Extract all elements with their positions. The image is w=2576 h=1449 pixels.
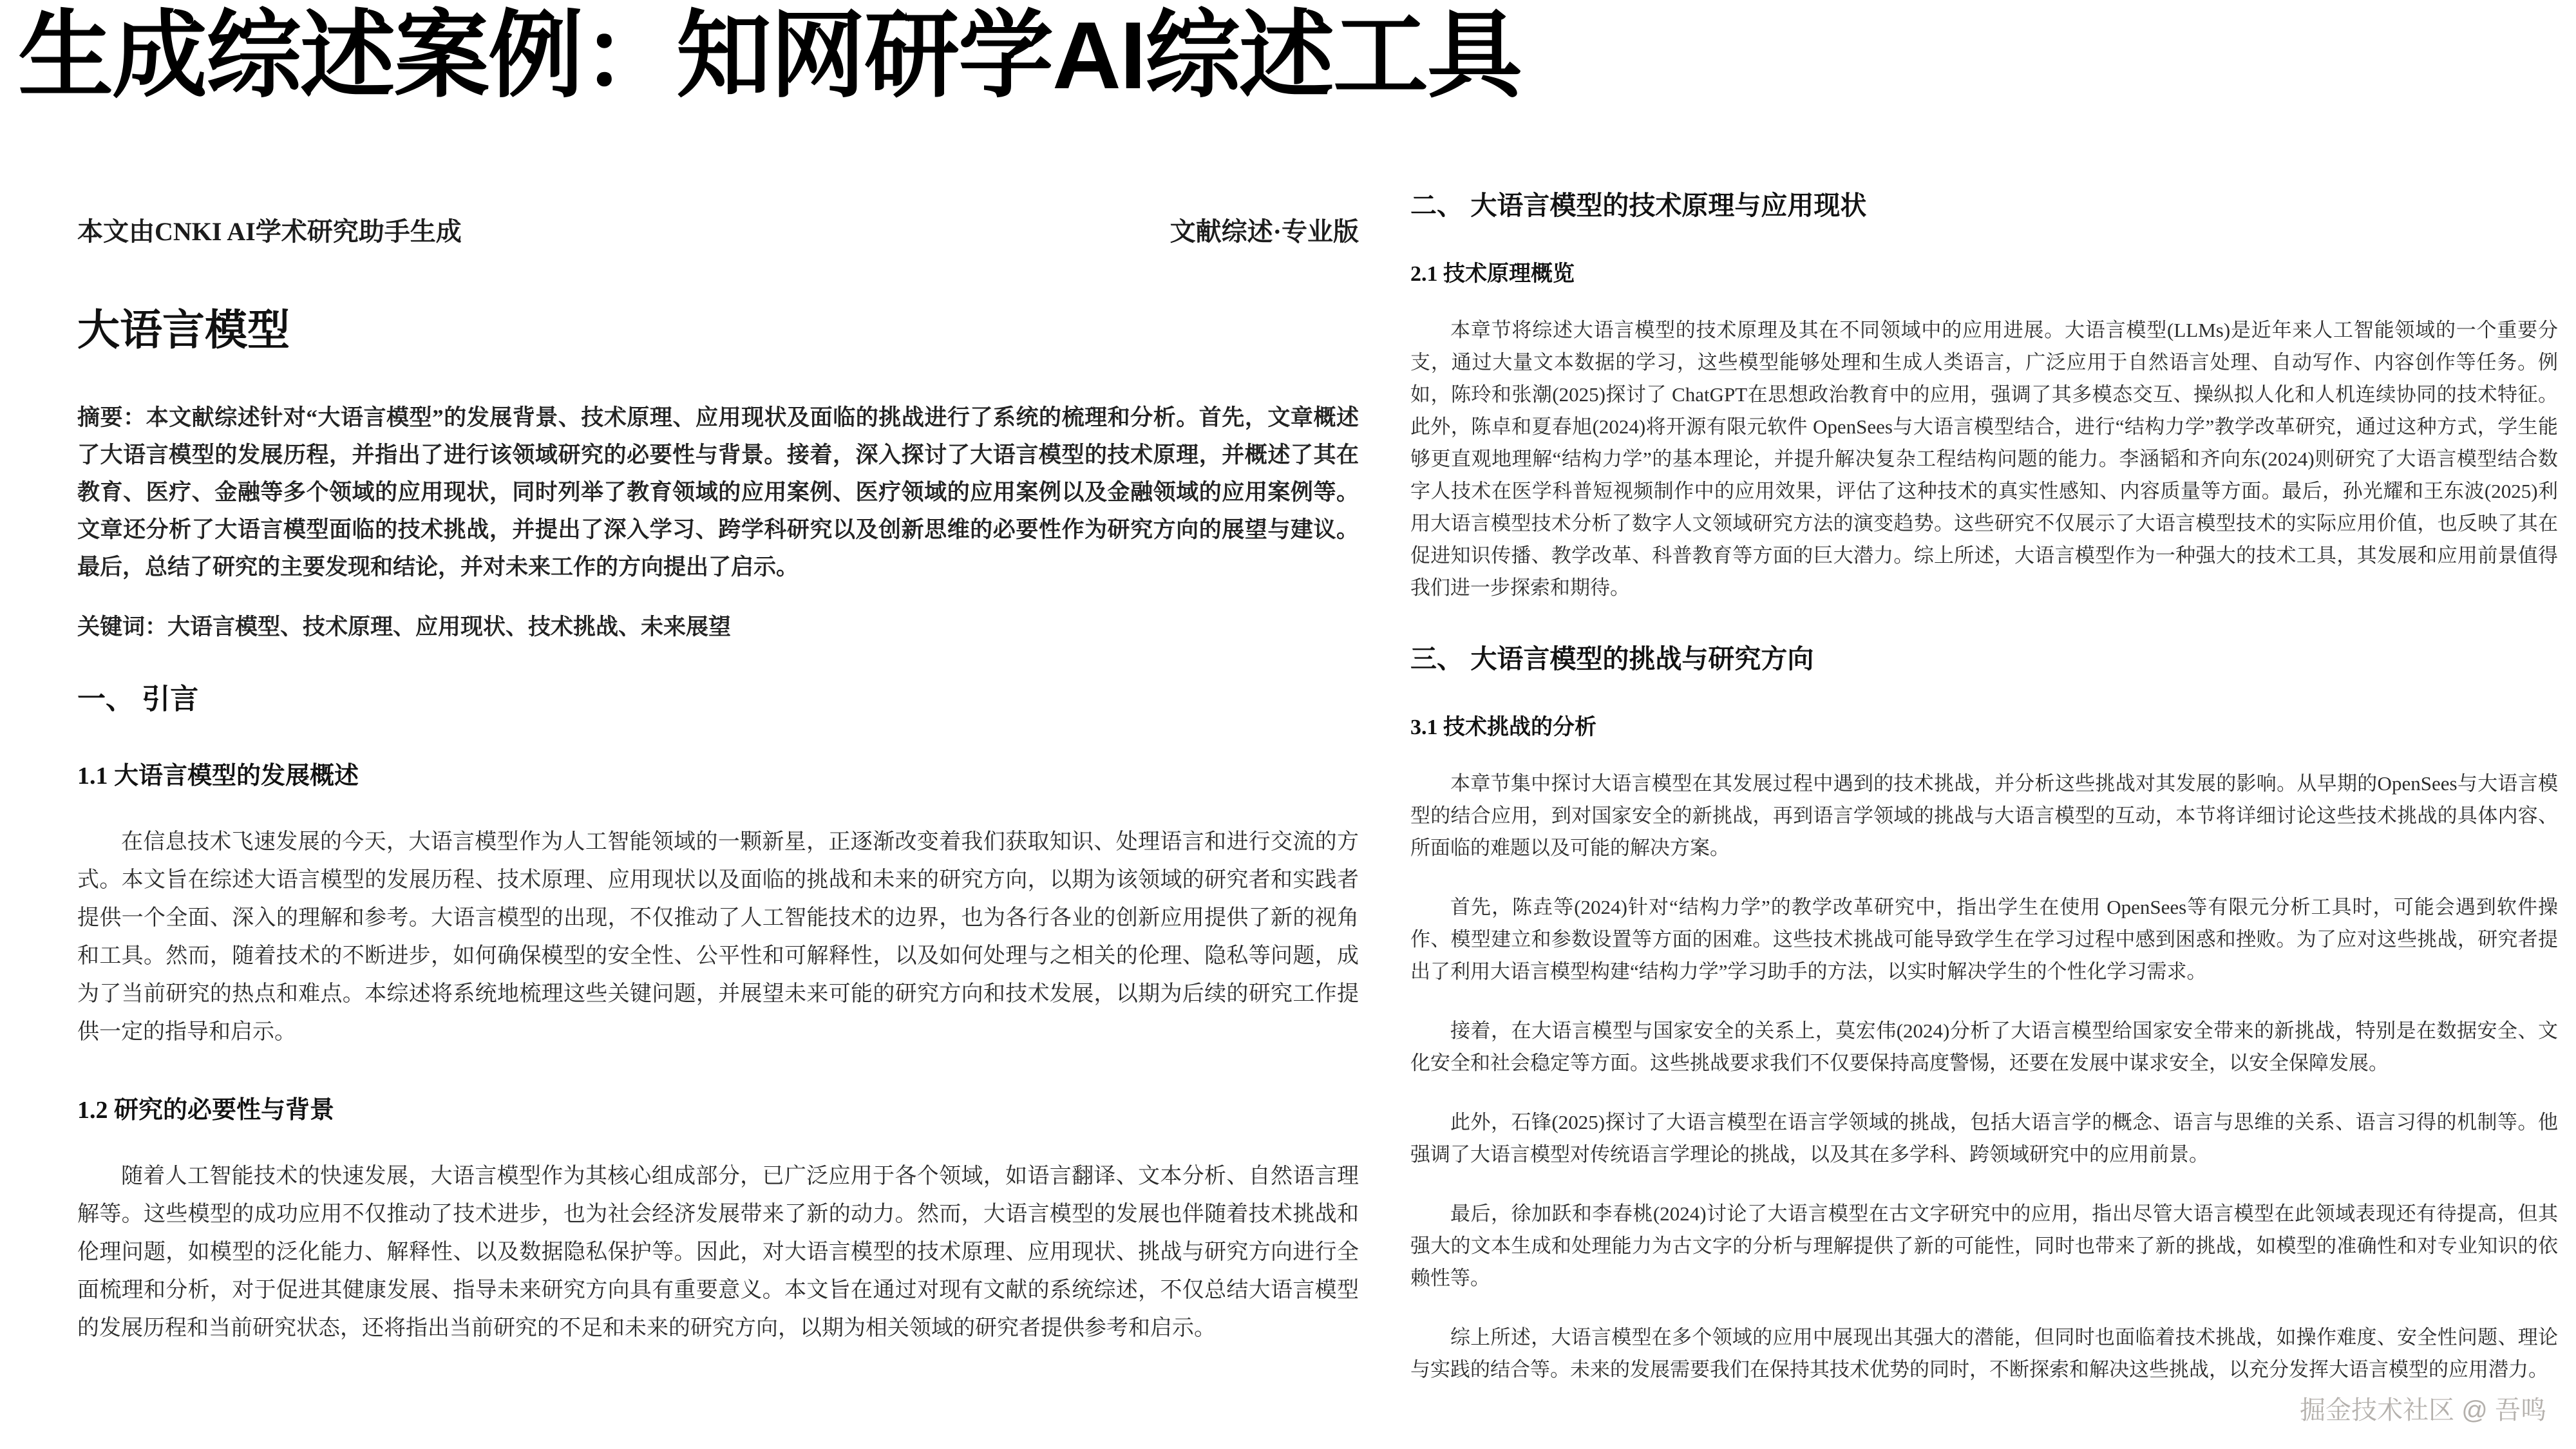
document-page-right	[1410, 184, 2558, 1386]
section-2-heading: 二、 大语言模型的技术原理与应用现状	[1410, 191, 1867, 220]
section-3-1-paragraph-5: 最后，徐加跃和李春桃(2024)讨论了大语言模型在古文字研究中的应用，指出尽管大语言模型在此领域表现还有待提高，但其强大的文本生成和处理能力为古文字的分析与理解提供了新的可能性，同时也带来了新的挑战，如模型的准确性和对专业知识的依赖性等。	[1410, 1202, 2558, 1289]
abstract-paragraph: 摘要：本文献综述针对“大语言模型”的发展背景、技术原理、应用现状及面临的挑战进行了系统的梳理和分析。首先，文章概述了大语言模型的发展历程，并指出了进行该领域研究的必要性与背景。接着，深入探讨了大语言模型的技术原理，并概述了其在教育、医疗、金融等多个领域的应用现状，同时列举了教育领域的应用案例、医疗领域的应用案例以及金融领域的应用案例等。文章还分析了大语言模型面临的技术挑战，并提出了深入学习、跨学科研究以及创新思维的必要性作为研究方向的展望与建议。最后，总结了研究的主要发现和结论，并对未来工作的方向提出了启示。	[77, 405, 1359, 580]
document-page-left	[77, 211, 1359, 1347]
document-header	[77, 211, 1359, 248]
section-3-1-heading: 3.1 技术挑战的分析	[1410, 715, 1596, 739]
section-1-2-heading: 1.2 研究的必要性与背景	[77, 1097, 335, 1124]
document-title: 大语言模型	[77, 306, 290, 354]
section-1-1-heading: 1.1 大语言模型的发展概述	[77, 762, 359, 790]
slide-title: 生成综述案例：知网研学AI综述工具	[18, 3, 1521, 109]
section-3-heading: 三、 大语言模型的挑战与研究方向	[1410, 644, 1814, 674]
section-1-heading: 一、 引言	[77, 683, 199, 715]
section-1-1-paragraph: 在信息技术飞速发展的今天，大语言模型作为人工智能领域的一颗新星，正逐渐改变着我们获取知识、处理语言和进行交流的方式。本文旨在综述大语言模型的发展历程、技术原理、应用现状以及面临的挑战和未来的研究方向，以期为该领域的研究者和实践者提供一个全面、深入的理解和参考。大语言模型的出现，不仅推动了人工智能技术的边界，也为各行各业的创新应用提供了新的视角和工具。然而，随着技术的不断进步，如何确保模型的安全性、公平性和可解释性，以及如何处理与之相关的伦理、隐私等问题，成为了当前研究的热点和难点。本综述将系统地梳理这些关键问题，并展望未来可能的研究方向和技术发展，以期为后续的研究工作提供一定的指导和启示。	[77, 830, 1359, 1044]
watermark: 掘金技术社区 @ 吾鸣	[2300, 1396, 2546, 1425]
edition-label: 文献综述·专业版	[1170, 217, 1359, 246]
section-1-2-paragraph: 随着人工智能技术的快速发展，大语言模型作为其核心组成部分，已广泛应用于各个领域，如语言翻译、文本分析、自然语言理解等。这些模型的成功应用不仅推动了技术进步，也为社会经济发展带来了新的动力。然而，大语言模型的发展也伴随着技术挑战和伦理问题，如模型的泛化能力、解释性、以及数据隐私保护等。因此，对大语言模型的技术原理、应用现状、挑战与研究方向进行全面梳理和分析，对于促进其健康发展、指导未来研究方向具有重要意义。本文旨在通过对现有文献的系统综述，不仅总结大语言模型的发展历程和当前研究状态，还将指出当前研究的不足和未来的研究方向，以期为相关领域的研究者提供参考和启示。	[77, 1164, 1359, 1340]
section-3-1-paragraph-1: 本章节集中探讨大语言模型在其发展过程中遇到的技术挑战，并分析这些挑战对其发展的影响。从早期的OpenSees与大语言模型的结合应用，到对国家安全的新挑战，再到语言学领域的挑战与大语言模型的互动，本节将详细讨论这些技术挑战的具体内容、所面临的难题以及可能的解决方案。	[1410, 772, 2558, 859]
section-2-1-paragraph: 本章节将综述大语言模型的技术原理及其在不同领域中的应用进展。大语言模型(LLMs)是近年来人工智能领域的一个重要分支，通过大量文本数据的学习，这些模型能够处理和生成人类语言，广泛应用于自然语言处理、自动写作、内容创作等任务。例如，陈玲和张潮(2025)探讨了 ChatGPT在思想政治教育中的应用，强调了其多模态交互、操纵拟人化和人机连续协同的技术特征。此外，陈卓和夏春旭(2024)将开源有限元软件 OpenSees与大语言模型结合，进行“结构力学”教学改革研究，通过这种方式，学生能够更直观地理解“结构力学”的基本理论，并提升解决复杂工程结构问题的能力。李涵韬和齐向东(2024)则研究了大语言模型结合数字人技术在医学科普短视频制作中的应用效果，评估了这种技术的真实性感知、内容质量等方面。最后，孙光耀和王东波(2025)利用大语言模型技术分析了数字人文领域研究方法的演变趋势。这些研究不仅展示了大语言模型技术的实际应用价值，也反映了其在促进知识传播、教学改革、科普教育等方面的巨大潜力。综上所述，大语言模型作为一种强大的技术工具，其发展和应用前景值得我们进一步探索和期待。	[1410, 319, 2558, 599]
section-3-1-paragraph-2: 首先，陈垚等(2024)针对“结构力学”的教学改革研究中，指出学生在使用 OpenSees等有限元分析工具时，可能会遇到软件操作、模型建立和参数设置等方面的困难。这些技术挑战可能导致学生在学习过程中感到困惑和挫败。为了应对这些挑战，研究者提出了利用大语言模型构建“结构力学”学习助手的方法，以实时解决学生的个性化学习需求。	[1410, 896, 2558, 983]
section-3-1-paragraph-6: 综上所述，大语言模型在多个领域的应用中展现出其强大的潜能，但同时也面临着技术挑战，如操作难度、安全性问题、理论与实践的结合等。未来的发展需要我们在保持其技术优势的同时，不断探索和解决这些挑战，以充分发挥大语言模型的应用潜力。	[1410, 1326, 2558, 1381]
keywords-line: 关键词：大语言模型、技术原理、应用现状、技术挑战、未来展望	[77, 614, 732, 639]
section-2-1-heading: 2.1 技术原理概览	[1410, 262, 1575, 286]
section-3-1-paragraph-4: 此外，石锋(2025)探讨了大语言模型在语言学领域的挑战，包括大语言学的概念、语言与思维的关系、语言习得的机制等。他强调了大语言模型对传统语言学理论的挑战，以及其在多学科、跨领域研究中的应用前景。	[1410, 1111, 2558, 1166]
generated-by-label: 本文由CNKI AI学术研究助手生成	[77, 217, 462, 246]
section-3-1-paragraph-3: 接着，在大语言模型与国家安全的关系上，莫宏伟(2024)分析了大语言模型给国家安全带来的新挑战，特别是在数据安全、文化安全和社会稳定等方面。这些挑战要求我们不仅要保持高度警惕，还要在发展中谋求安全，以安全保障发展。	[1410, 1019, 2558, 1074]
